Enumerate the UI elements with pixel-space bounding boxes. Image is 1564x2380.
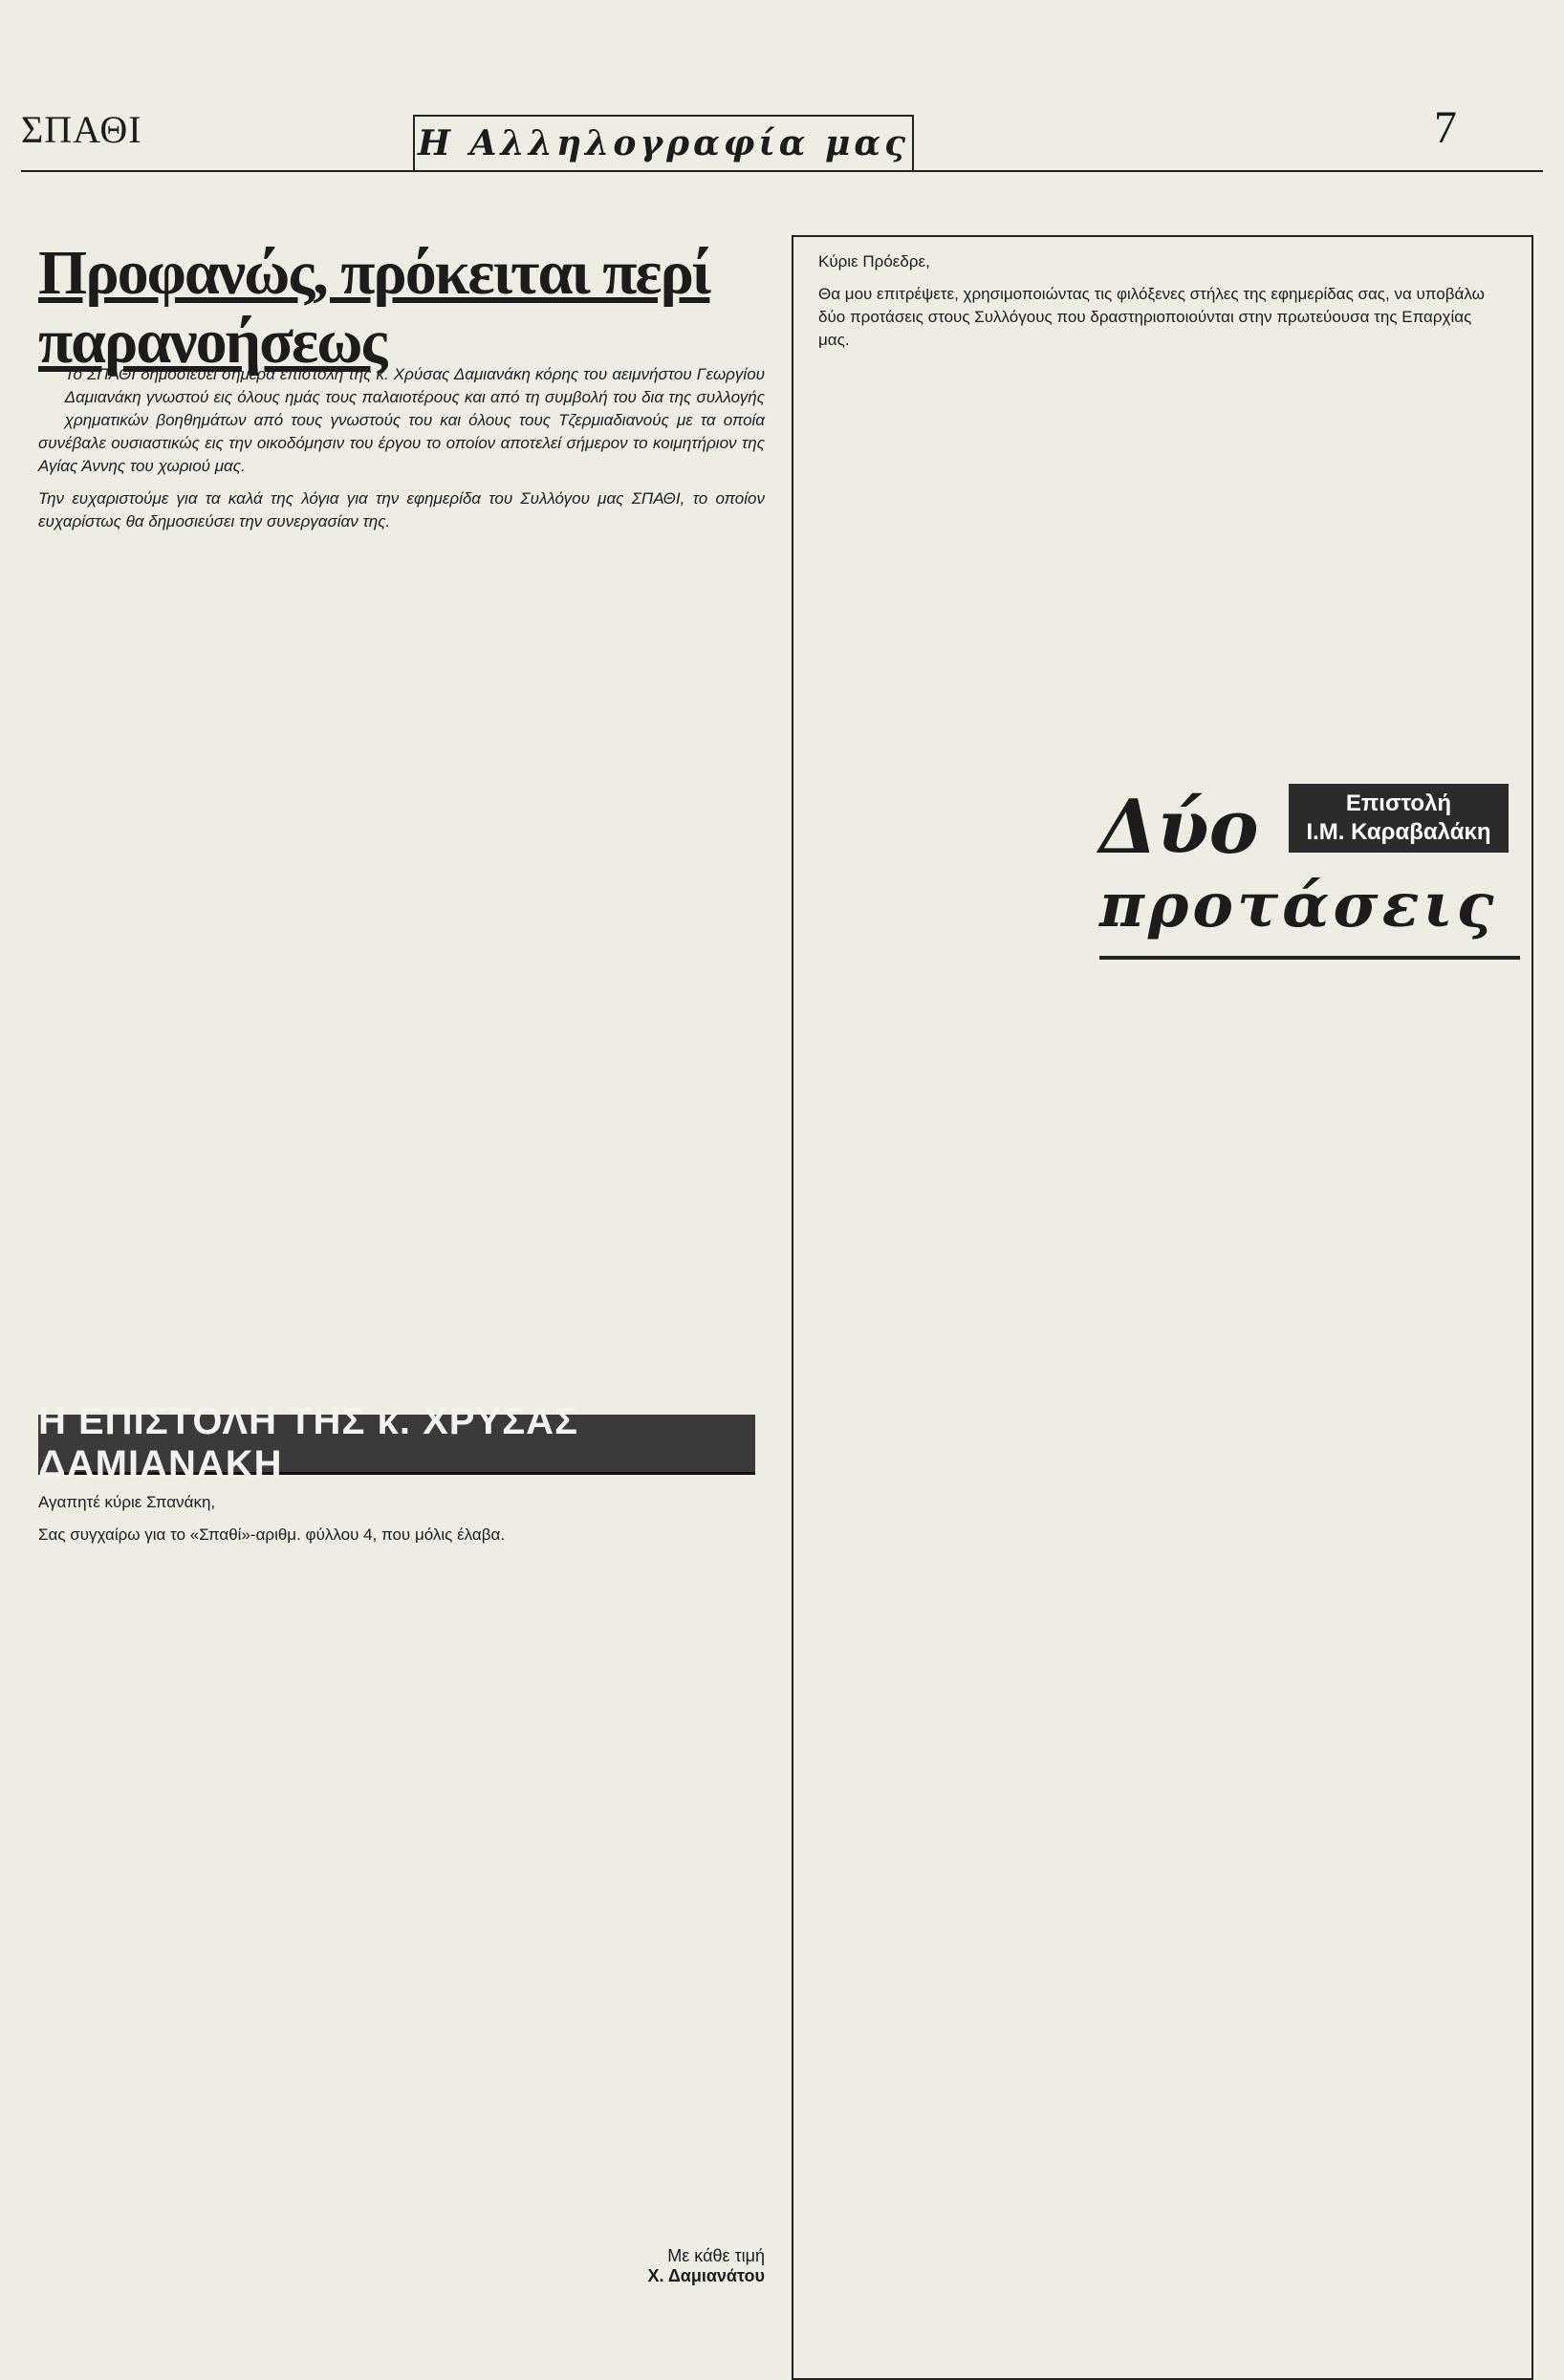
page-number: 7 [1434,102,1457,153]
article-body [38,363,765,543]
letter-box [792,235,1533,2380]
header-rule [21,170,1543,172]
letter-paragraph: Αγαπητέ κύριε Σπανάκη, [38,1493,216,1511]
author-tag-line: Ι.Μ. Καραβαλάκη [1306,819,1491,845]
author-tag [1289,784,1509,853]
author-tag-line: Επιστολή [1345,790,1452,816]
signoff-name: Χ. Δαμιανάτου [647,2266,765,2285]
letter-paragraph: Σας συγχαίρω για το «Σπαθί»-αριθμ. φύλλου 4, που μόλις έλαβα. [38,1525,506,1544]
section-title: Η Αλληλογραφία μας [413,115,914,172]
article-paragraph: Το ΣΠΑΘΙ δημοσιεύει σήμερα επιστολή της κ. Χρύσας Δαμιανάκη κόρης του αειμνήστου Γεωργίου Δαμιανάκη γνωστού εις όλους ημάς τους παλαιοτέρους και από τη συμβολή του δια της συλλογής χρηματικών βοηθημάτων από τους γνωστούς του και όλους τους Τζερμιαδιανούς με τα οποία συνέβαλε ουσιαστικώς εις την οικοδόμησιν του έργου το οποίον αποτελεί σήμερον το κοιμητήριον της Αγίας Άννης του χωριού μας. [38,365,765,475]
letter-paragraph: Κύριε Πρόεδρε, [818,252,930,270]
letter-body [38,1491,765,1556]
article-paragraph: Την ευχαριστούμε για τα καλά της λόγια για την εφημερίδα του Συλλόγου μας ΣΠΑΘΙ, το οποίον ευχαρίστως θα δημοσιεύσει την συνεργασίαν της. [38,489,765,530]
drop-cap [38,367,59,428]
signoff-line: Με κάθε τιμή [667,2246,765,2265]
inset-word: Δύο [1099,784,1259,871]
letter-paragraph: Θα μου επιτρέψετε, χρησιμοποιώντας τις φιλόξενες στήλες της εφημερίδας σας, να υποβάλω δύο προτάσεις στους Συλλόγους που δραστηριοποιούνται στην πρωτεύουσα της Επαρχίας μας. [818,285,1485,349]
inset-underline [1099,956,1520,960]
letter-title-bar: Η ΕΠΙΣΤΟΛΗ ΤΗΣ κ. ΧΡΥΣΑΣ ΔΑΜΙΑΝΑΚΗ [38,1415,755,1475]
letter-signoff [535,2246,765,2286]
article-headline: Προφανώς, πρόκειται περί παρανοήσεως [38,238,710,377]
publication-name: ΣΠΑΘΙ [21,108,142,151]
inset-word: προτάσεις [1099,870,1498,941]
